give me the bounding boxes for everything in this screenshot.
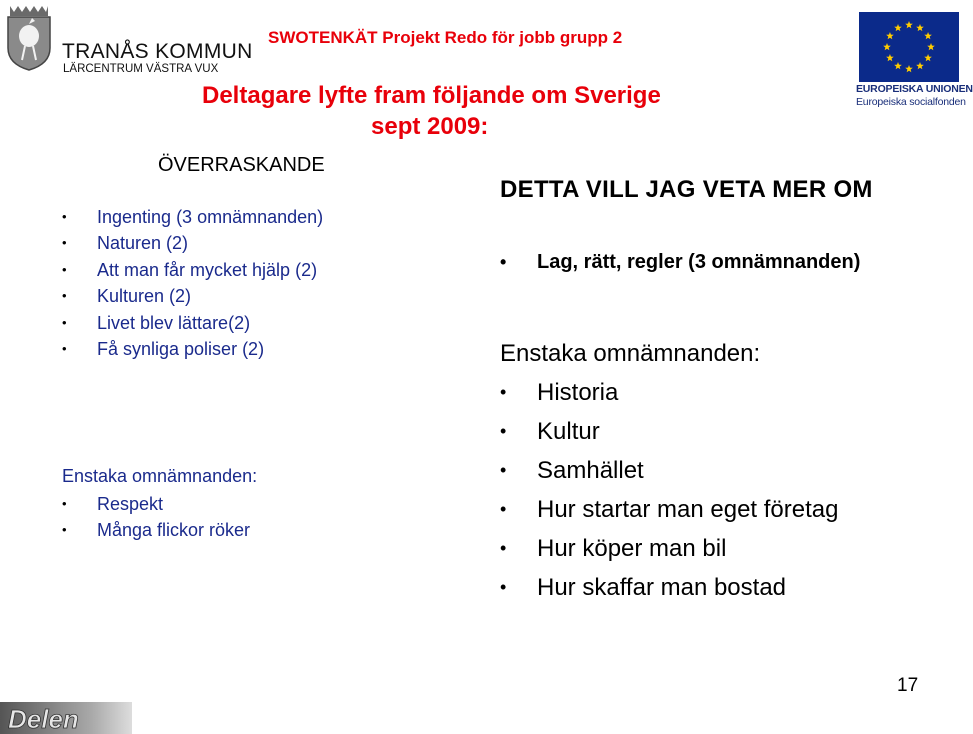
right-single-mentions-list [500,373,838,607]
delen-logo-text: Delen [8,704,79,734]
bullet-icon: • [62,314,67,330]
bullet-icon: • [500,252,507,272]
list-item: • Kulturen (2) [62,283,323,309]
bullet-icon: • [500,577,507,597]
left-single-mentions-heading: Enstaka omnämnanden: [62,466,258,486]
eu-union-label: EUROPEISKA UNIONEN [856,83,973,95]
bullet-icon: • [62,235,67,251]
bullet-icon: • [62,261,67,277]
eu-logo [856,12,973,110]
bullet-icon: • [500,499,507,519]
list-item: • Livet blev lättare(2) [62,310,323,336]
slide-title-line2: sept 2009: [371,113,489,140]
list-item: • Hur startar man eget företag [500,490,838,529]
left-single-mentions-list [62,491,250,544]
list-item: • Lag, rätt, regler (3 omnämnanden) [500,243,860,282]
list-item: • Ingenting (3 omnämnanden) [62,204,323,230]
bullet-icon: • [62,340,67,356]
list-item: • Att man får mycket hjälp (2) [62,257,323,283]
right-heading: DETTA VILL JAG VETA MER OM [500,176,873,203]
kommun-subtitle: LÄRCENTRUM VÄSTRA VUX [63,63,219,75]
list-item: • Historia [500,373,838,412]
list-item: • Kultur [500,412,838,451]
crest-icon [4,4,54,72]
surprising-list [62,204,323,362]
bullet-icon: • [500,538,507,558]
left-heading: ÖVERRASKANDE [158,154,325,176]
want-to-know-list [500,243,860,282]
list-item: • Samhället [500,451,838,490]
list-item: • Respekt [62,491,250,517]
bullet-icon: • [500,382,507,402]
bullet-icon: • [62,209,67,224]
list-item: • Hur köper man bil [500,529,838,568]
bullet-icon: • [500,460,507,480]
list-item: • Många flickor röker [62,517,250,543]
header-title: SWOTENKÄT Projekt Redo för jobb grupp 2 [268,28,623,47]
eu-flag-icon [859,12,959,82]
slide-title-line1: Deltagare lyfte fram följande om Sverige [202,82,661,109]
kommun-name: TRANÅS KOMMUN [62,40,253,63]
right-single-mentions-heading: Enstaka omnämnanden: [500,340,761,367]
bullet-icon: • [62,522,67,538]
bullet-icon: • [500,421,507,441]
list-item: • Få synliga poliser (2) [62,336,323,362]
delen-logo-icon [0,698,132,734]
list-item: • Naturen (2) [62,230,323,256]
eu-fund-label: Europeiska socialfonden [856,96,966,108]
list-item: • Hur skaffar man bostad [500,568,838,607]
bullet-icon: • [62,288,67,304]
kommun-logo [4,4,253,75]
page-number: 17 [897,675,919,696]
bullet-icon: • [62,496,67,511]
